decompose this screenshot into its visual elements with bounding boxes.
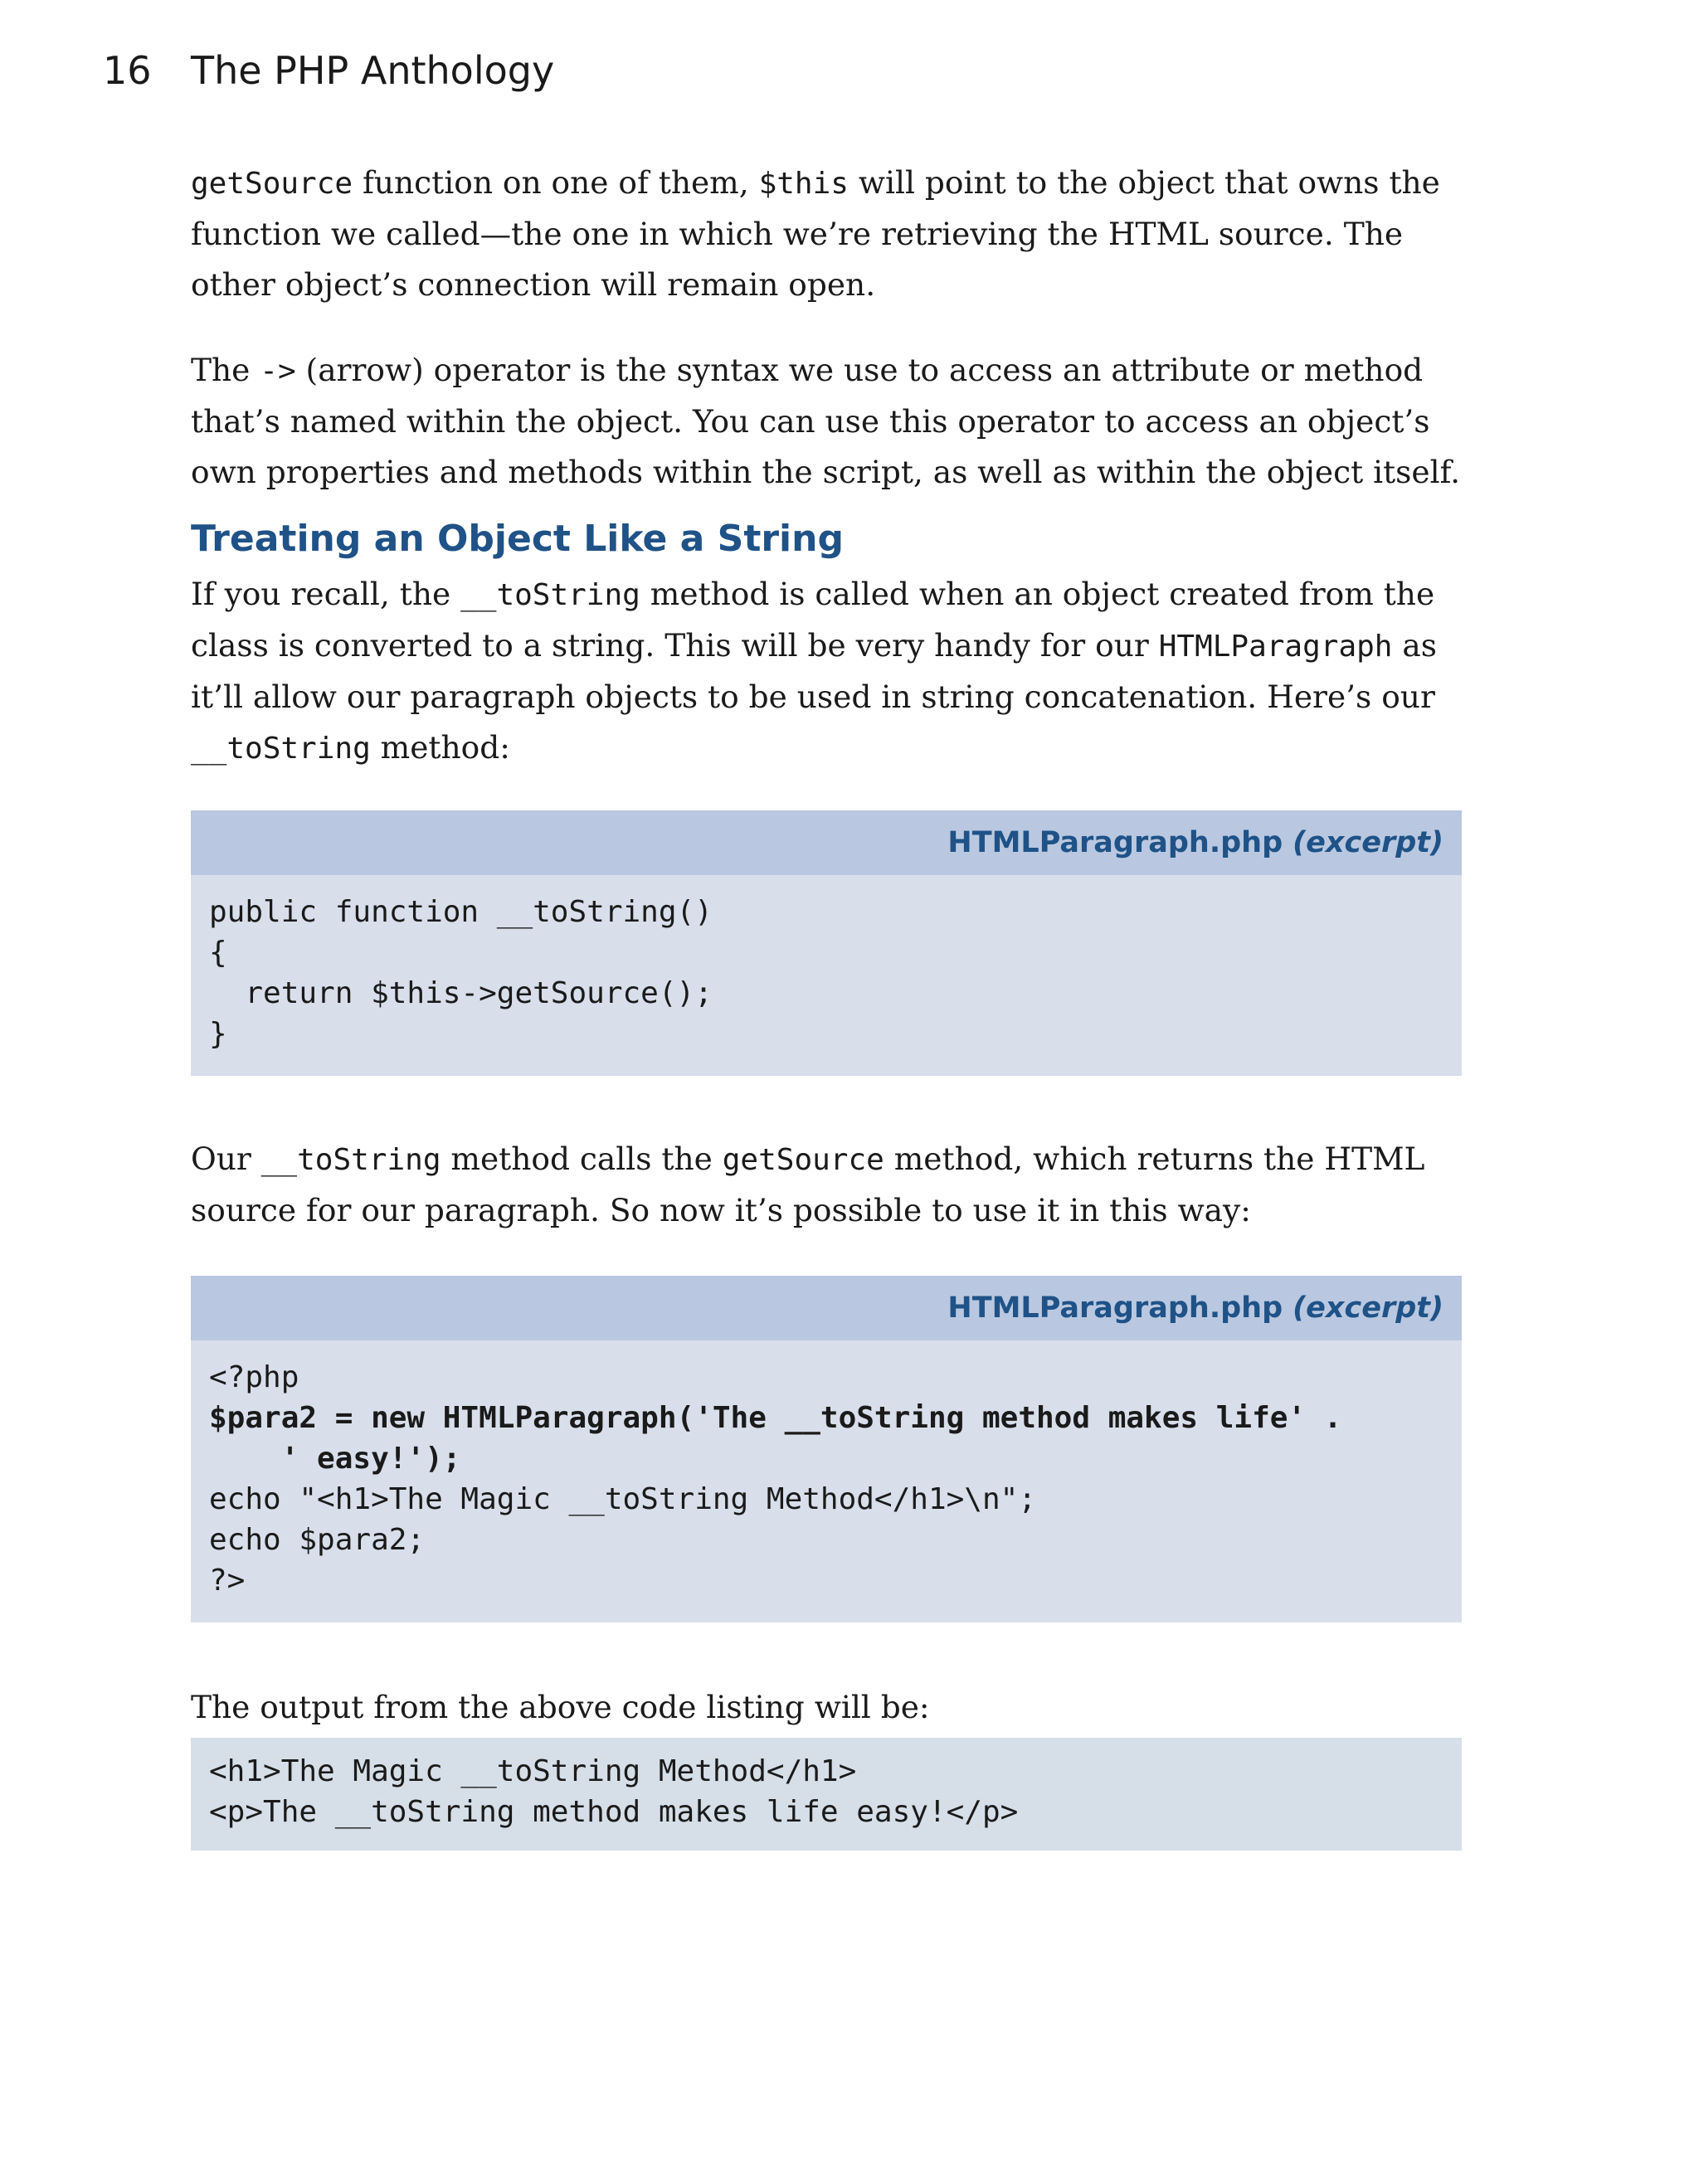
- page-number: 16: [103, 48, 152, 93]
- code-line: ?>: [209, 1564, 246, 1598]
- paragraph-text: The: [191, 352, 260, 388]
- paragraph-text: method, which returns the HTML source for our paragraph. So now it’s possible to use it in this way:: [191, 1141, 1425, 1228]
- paragraph-text: If you recall, the: [191, 576, 461, 612]
- paragraph-arrow-operator: [191, 345, 1462, 498]
- inline-code: HTMLParagraph: [1158, 630, 1393, 664]
- code-line: return $this->getSource();: [209, 976, 713, 1010]
- inline-code: getSource: [722, 1143, 884, 1177]
- inline-code: __toString: [260, 1143, 441, 1177]
- inline-code: $this: [758, 167, 849, 201]
- inline-code: ->: [260, 354, 296, 388]
- paragraph-continuation: [191, 158, 1462, 310]
- paragraph-tostring-intro: [191, 569, 1462, 774]
- code-line-highlighted: $para2 = new HTMLParagraph('The __toString method makes life' .: [209, 1401, 1342, 1435]
- code-line-highlighted: ' easy!');: [209, 1442, 461, 1476]
- output-line: <p>The __toString method makes life easy!</p>: [209, 1795, 1019, 1829]
- paragraph-text: will point to the object that owns the function we called—the one in which we’re retrieving the HTML source. The other object’s connection will remain open.: [191, 164, 1440, 303]
- code-filename: HTMLParagraph.php: [947, 826, 1283, 859]
- section-heading: Treating an Object Like a String: [191, 518, 844, 560]
- code-line: }: [209, 1017, 227, 1051]
- paragraph-text: method calls the: [441, 1141, 723, 1177]
- running-title: The PHP Anthology: [191, 48, 555, 93]
- paragraph-output-intro: The output from the above code listing will be:: [191, 1689, 930, 1725]
- output-listing: [191, 1738, 1462, 1851]
- paragraph-text: (arrow) operator is the syntax we use to access an attribute or method that’s named within the object. You can use this operator to access an object’s own properties and methods within the script, as well as within the object itself.: [191, 352, 1461, 490]
- code-line: {: [209, 936, 227, 970]
- code-body: [191, 875, 1462, 1076]
- code-line: public function __toString(): [209, 895, 713, 929]
- code-filename: HTMLParagraph.php: [947, 1291, 1283, 1325]
- code-line: echo $para2;: [209, 1523, 426, 1557]
- inline-code: getSource: [191, 167, 353, 201]
- paragraph-text: as it’ll allow our paragraph objects to be used in string concatenation. Here’s our: [191, 627, 1438, 715]
- code-body: [191, 1340, 1462, 1622]
- code-line: <?php: [209, 1360, 299, 1394]
- code-excerpt-note: (excerpt): [1293, 826, 1443, 859]
- code-excerpt-note: (excerpt): [1293, 1291, 1443, 1325]
- code-listing-tostring: [191, 810, 1462, 1076]
- paragraph-text: method is called when an object created from the class is converted to a string. This will be very handy for our: [191, 576, 1435, 664]
- paragraph-usage: [191, 1134, 1462, 1236]
- code-listing-title: [191, 1276, 1462, 1340]
- page-content: [191, 158, 1462, 1851]
- inline-code: __toString: [191, 732, 371, 766]
- inline-code: __toString: [460, 578, 640, 612]
- code-listing-usage: [191, 1276, 1462, 1622]
- paragraph-text: method:: [370, 729, 510, 766]
- code-line: echo "<h1>The Magic __toString Method</h1>\n";: [209, 1482, 1036, 1516]
- code-listing-title: [191, 810, 1462, 875]
- paragraph-text: Our: [191, 1141, 261, 1177]
- output-line: <h1>The Magic __toString Method</h1>: [209, 1754, 857, 1788]
- paragraph-text: function on one of them,: [353, 164, 759, 201]
- output-body: [191, 1738, 1462, 1851]
- page-header: [103, 48, 554, 106]
